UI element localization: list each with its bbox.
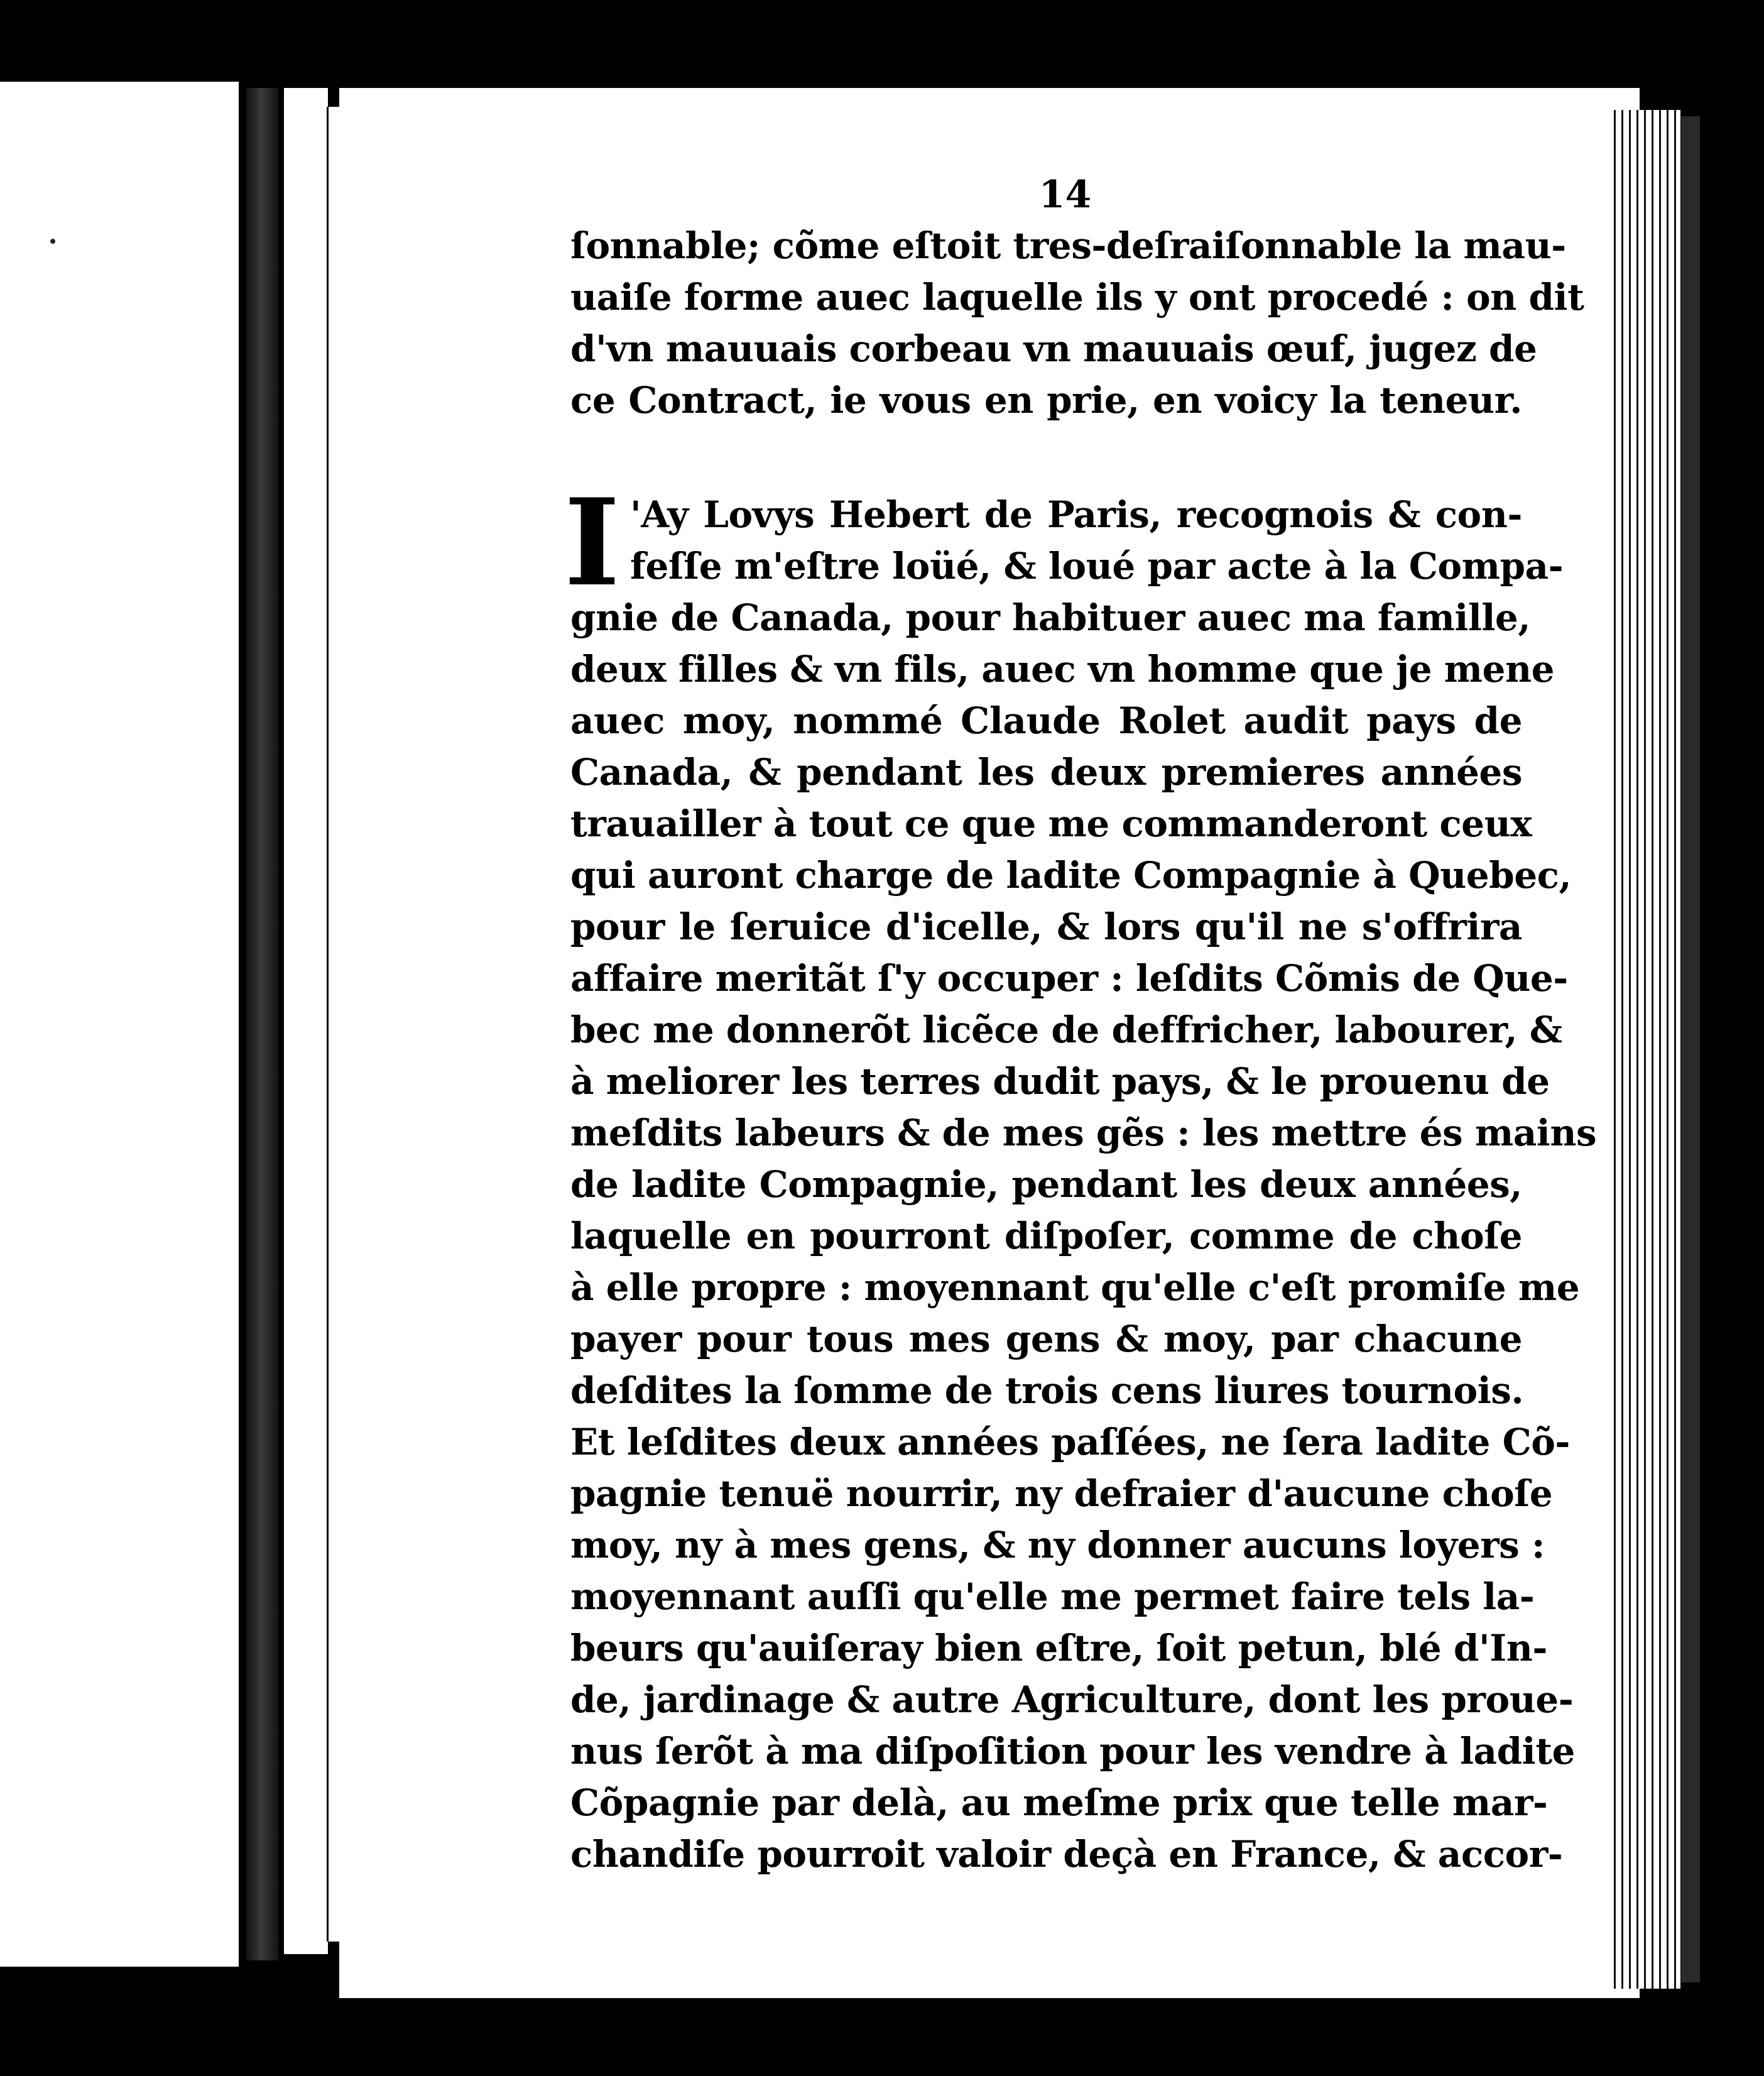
text-line: beurs qu'auiſeray bien eſtre, ſoit petun, blé d'In- [570, 1627, 1547, 1669]
text-line: Canada, & pendant les deux premieres années [570, 751, 1522, 794]
text-line: bec me donnerõt licẽce de deffricher, labourer, & [570, 1008, 1562, 1051]
page-text-block [564, 170, 1597, 1880]
text-line: payer pour tous mes gens & moy, par chacune [570, 1318, 1522, 1360]
page-edges [1608, 110, 1680, 1989]
text-line: affaire meritãt ſ'y occuper : leſdits Cõmis de Que- [570, 957, 1568, 1000]
text-line: laquelle en pourront diſpoſer, comme de choſe [570, 1215, 1522, 1257]
drop-cap: I [564, 473, 620, 613]
gutter-fold [281, 88, 328, 1954]
text-line: feſſe m'eſtre loüé, & loué par acte à la Compa- [630, 545, 1564, 587]
text-line: d'vn mauuais corbeau vn mauuais œuf, jugez de [570, 327, 1537, 370]
text-line: trauailler à tout ce que me commanderont ceux [570, 802, 1532, 845]
book-cover-edge [1681, 116, 1700, 1982]
text-line: deux filles & vn fils, auec vn homme que je mene [570, 648, 1555, 691]
text-line: de ladite Compagnie, pendant les deux années, [570, 1163, 1522, 1206]
text-line: moy, ny à mes gens, & ny donner aucuns loyers : [570, 1524, 1545, 1566]
text-line: Et leſdites deux années paſſées, ne ſera ladite Cõ- [570, 1421, 1570, 1463]
text-line: ce Contract, ie vous en prie, en voicy la teneur. [570, 379, 1522, 422]
text-line: à elle propre : moyennant qu'elle c'eſt promiſe me [570, 1266, 1580, 1309]
text-line: nus ſerõt à ma diſpoſition pour les vendre à ladite [570, 1730, 1575, 1773]
text-line: moyennant auſſi qu'elle me permet faire tels la- [570, 1575, 1535, 1618]
text-line: qui auront charge de ladite Compagnie à Quebec, [570, 854, 1572, 897]
text-line: 'Ay Lovys Hebert de Paris, recognois & con- [630, 493, 1522, 536]
text-line: chandiſe pourroit valoir deçà en France, & accor- [570, 1833, 1563, 1876]
left-page-edge [0, 82, 239, 1967]
text-line: de, jardinage & autre Agriculture, dont les proue- [570, 1678, 1574, 1721]
page-number: 14 [1038, 173, 1092, 217]
text-line: à meliorer les terres dudit pays, & le prouenu de [570, 1060, 1550, 1103]
ink-speck [50, 239, 55, 244]
paragraph-gap [570, 426, 1522, 489]
text-line: deſdites la ſomme de trois cens liures tournois. [570, 1369, 1524, 1412]
continuation-paragraph [570, 220, 1584, 426]
book-page [339, 88, 1640, 1998]
contract-paragraph [564, 473, 1597, 1880]
text-line: meſdits labeurs & de mes gẽs : les mettre és mains [570, 1112, 1597, 1154]
text-line: gnie de Canada, pour habituer auec ma famille, [570, 596, 1531, 639]
text-line: pour le ſeruice d'icelle, & lors qu'il ne s'offrira [570, 905, 1522, 948]
text-line: uaiſe forme auec laquelle ils y ont procedé : on dit [570, 276, 1584, 319]
text-line: pagnie tenuë nourrir, ny defraier d'aucune choſe [570, 1472, 1553, 1515]
text-line: ſonnable; cõme eſtoit tres-deſraiſonnable la mau- [570, 224, 1566, 267]
text-line: auec moy, nommé Claude Rolet audit pays de [570, 699, 1522, 742]
text-line: Cõpagnie par delà, au meſme prix que telle mar- [570, 1781, 1548, 1824]
book-gutter [246, 88, 279, 1960]
